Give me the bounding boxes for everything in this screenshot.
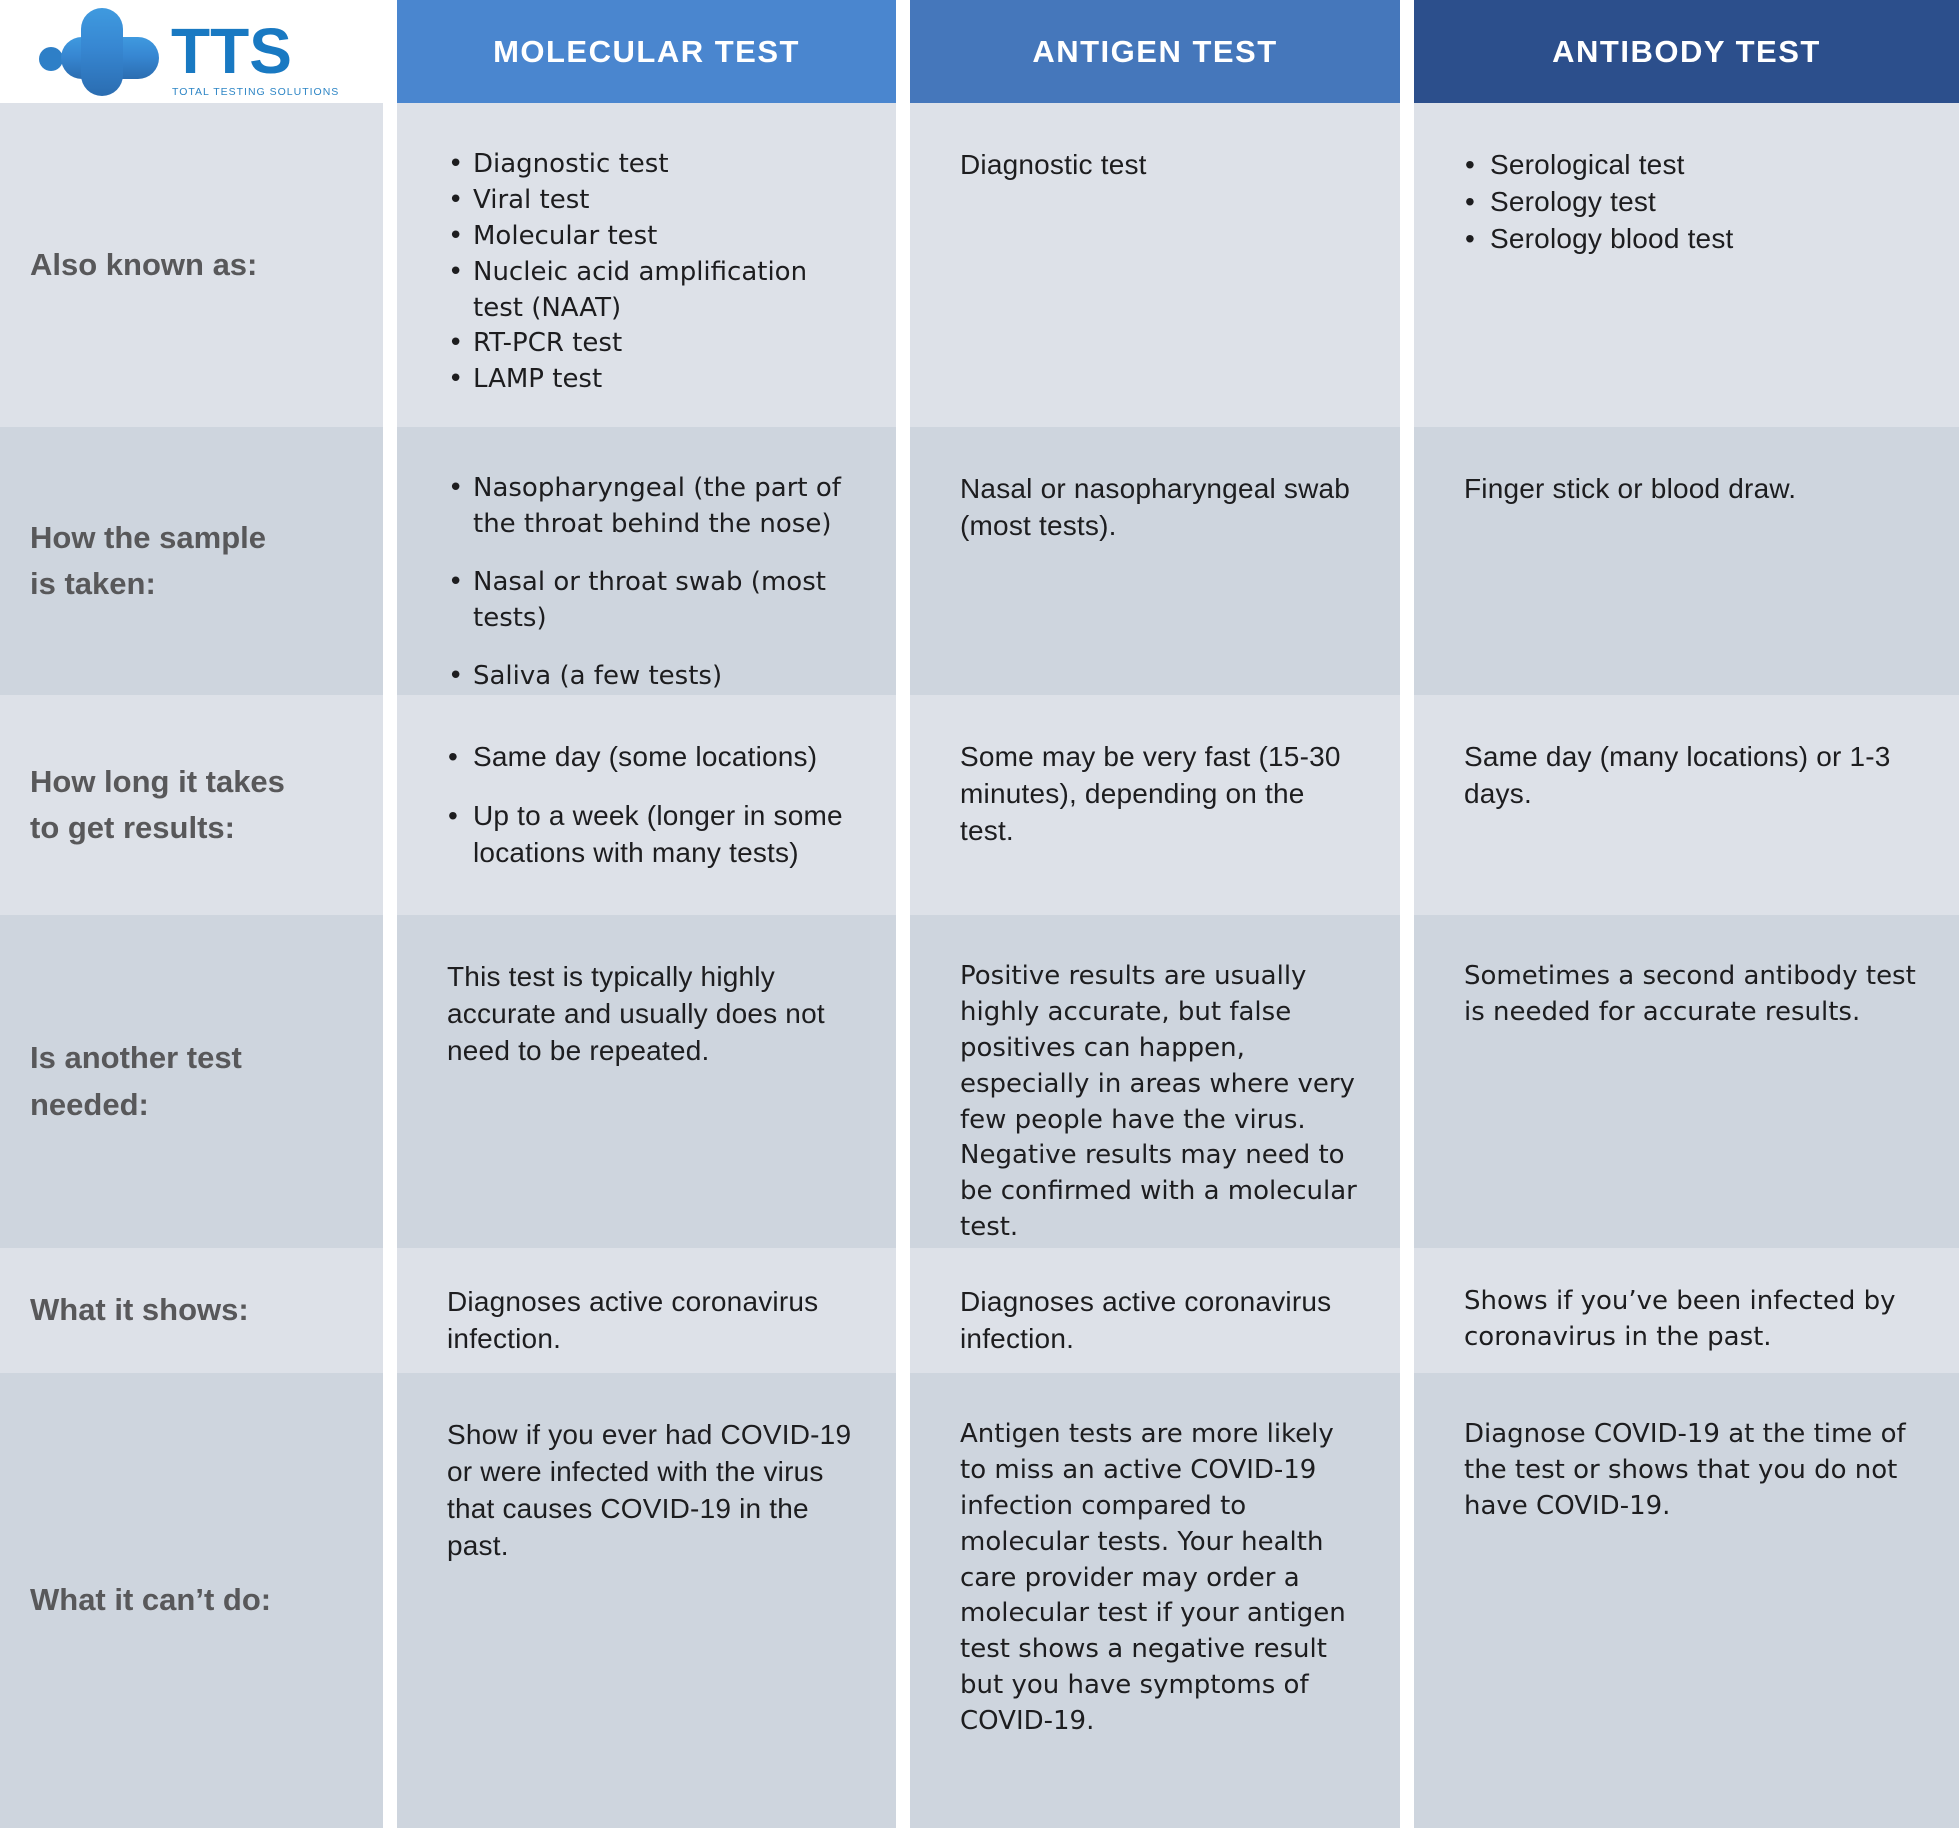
bullet-item: • Up to a week (longer in some locations with many tests) (447, 798, 856, 872)
cell-antigen-also-known-as: Diagnostic test (910, 103, 1400, 427)
logo-text: TTS (170, 14, 292, 87)
bullet-item: • Nasal or throat swab (most tests) (447, 565, 856, 637)
bullet-item: • RT-PCR test (447, 326, 856, 362)
bullet-list (447, 471, 856, 694)
row-label-sample-taken: How the sample is taken: (0, 427, 383, 695)
cell-antibody-what-it-cant-do: Diagnose COVID-19 at the time of the test or shows that you do not have COVID-19. (1414, 1373, 1959, 1828)
bullet-item: • Diagnostic test (447, 147, 856, 183)
cell-antibody-what-it-shows: Shows if you’ve been infected by coronavirus in the past. (1414, 1248, 1959, 1373)
row-label-results-time: How long it takes to get results: (0, 695, 383, 915)
column-header-molecular (397, 0, 896, 103)
logo-tagline: TOTAL TESTING SOLUTIONS (171, 85, 339, 98)
bullet-item: • LAMP test (447, 362, 856, 398)
bullet-item: • Viral test (447, 183, 856, 219)
logo (0, 0, 383, 103)
bullet-item: • Serology test (1464, 184, 1919, 221)
bullet-item: • Nucleic acid amplification test (NAAT) (447, 255, 856, 327)
cell-molecular-what-it-cant-do: Show if you ever had COVID-19 or were infected with the virus that causes COVID-19 in the past. (397, 1373, 896, 1828)
row-label-also-known-as: Also known as: (0, 103, 383, 427)
column-header-antigen-label: ANTIGEN TEST (1032, 33, 1278, 69)
bullet-item: • Molecular test (447, 219, 856, 255)
cell-molecular-what-it-shows: Diagnoses active coronavirus infection. (397, 1248, 896, 1373)
column-header-antibody (1414, 0, 1959, 103)
cell-antigen-another-test: Positive results are usually highly accurate, but false positives can happen, especially in areas where very few people have the virus. Negative results may need to be confirmed with a molecular test. (910, 915, 1400, 1248)
row-label-what-it-cant-do: What it can’t do: (0, 1373, 383, 1828)
cell-antigen-sample-taken: Nasal or nasopharyngeal swab (most tests). (910, 427, 1400, 695)
column-header-antibody-label: ANTIBODY TEST (1552, 33, 1821, 69)
cell-molecular-sample-taken (397, 427, 896, 695)
bullet-list (447, 739, 856, 872)
tts-cross-icon (39, 8, 159, 96)
row-label-another-test: Is another test needed: (0, 915, 383, 1248)
bullet-item: • Serological test (1464, 147, 1919, 184)
bullet-item: • Saliva (a few tests) (447, 659, 856, 695)
cell-molecular-also-known-as (397, 103, 896, 427)
cell-molecular-results-time (397, 695, 896, 915)
cell-antibody-sample-taken: Finger stick or blood draw. (1414, 427, 1959, 695)
cell-antigen-what-it-shows: Diagnoses active coronavirus infection. (910, 1248, 1400, 1373)
cell-antigen-results-time: Some may be very fast (15-30 minutes), depending on the test. (910, 695, 1400, 915)
bullet-list (447, 147, 856, 398)
cell-antibody-another-test: Sometimes a second antibody test is needed for accurate results. (1414, 915, 1959, 1248)
bullet-item: • Nasopharyngeal (the part of the throat behind the nose) (447, 471, 856, 543)
tts-logo (37, 3, 347, 101)
bullet-list (1464, 147, 1919, 258)
bullet-item: • Same day (some locations) (447, 739, 856, 776)
cell-antibody-also-known-as (1414, 103, 1959, 427)
cell-molecular-another-test: This test is typically highly accurate and usually does not need to be repeated. (397, 915, 896, 1248)
column-header-molecular-label: MOLECULAR TEST (493, 33, 800, 69)
column-header-antigen (910, 0, 1400, 103)
cell-antibody-results-time: Same day (many locations) or 1-3 days. (1414, 695, 1959, 915)
bullet-item: • Serology blood test (1464, 221, 1919, 258)
row-label-what-it-shows: What it shows: (0, 1248, 383, 1373)
cell-antigen-what-it-cant-do: Antigen tests are more likely to miss an active COVID-19 infection compared to molecular tests. Your health care provider may order a molecular test if your antigen test shows a negative result but you have symptoms of COVID-19. (910, 1373, 1400, 1828)
